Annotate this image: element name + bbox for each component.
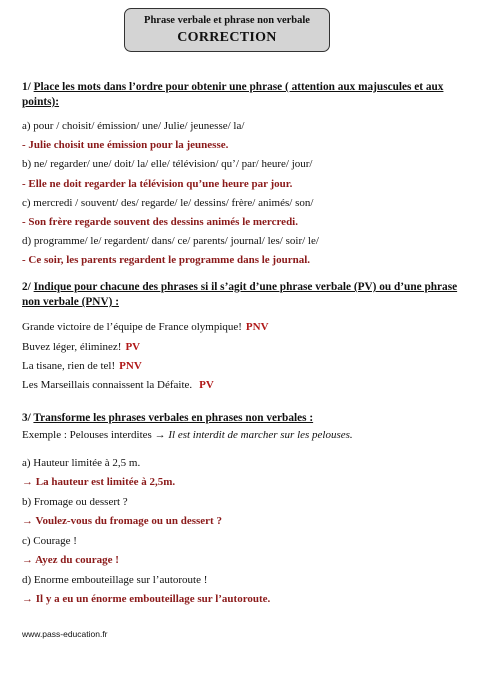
- section2-item: Buvez léger, éliminez! PV: [22, 341, 141, 353]
- section1-answer-b: - Elle ne doit regarder la télévision qu’une heure par jour.: [22, 178, 293, 190]
- section3-answer-b: → Voulez-vous du fromage ou un dessert ?: [22, 515, 222, 527]
- section2-heading: [22, 280, 462, 310]
- pnv-tag: PNV: [245, 321, 269, 333]
- section1-heading-cont: points):: [22, 96, 60, 108]
- section2-item: La tisane, rien de tel! PNV: [22, 360, 142, 372]
- section1-answer-c: - Son frère regarde souvent des dessins animés le mercredi.: [22, 216, 298, 228]
- footer-url: www.pass-education.fr: [22, 629, 108, 639]
- section1-heading: [22, 80, 462, 110]
- pnv-tag: PNV: [119, 360, 142, 372]
- section3-prompt-a: a) Hauteur limitée à 2,5 m.: [22, 457, 141, 469]
- section1-prompt-b: b) ne/ regarder/ une/ doit/ la/ elle/ télévision/ qu’/ par/ heure/ jour/: [22, 158, 313, 170]
- section1-answer-d: - Ce soir, les parents regardent le programme dans le journal.: [22, 254, 311, 266]
- section3-heading-text: Transforme les phrases verbales en phrases non verbales :: [33, 412, 314, 424]
- section3-prompt-b: b) Fromage ou dessert ?: [22, 496, 128, 508]
- section3-answer-c: → Ayez du courage !: [22, 554, 119, 566]
- section1-prompt-d: d) programme/ le/ regardent/ dans/ ce/ parents/ journal/ les/ soir/ le/: [22, 235, 319, 247]
- section3-number: 3/: [22, 412, 31, 424]
- section2-heading-cont: non verbale (PNV) :: [22, 296, 119, 308]
- header-title: CORRECTION: [177, 30, 277, 45]
- pv-tag: PV: [125, 341, 141, 353]
- section3-prompt-c: c) Courage !: [22, 535, 77, 547]
- section3-answer-d: → Il y a eu un énorme embouteillage sur l’autoroute.: [22, 593, 271, 605]
- section1-answer-a: - Julie choisit une émission pour la jeunesse.: [22, 139, 229, 151]
- section1-prompt-c: c) mercredi / souvent/ des/ regarde/ le/ dessins/ frère/ animés/ son/: [22, 197, 314, 209]
- section3-heading: [22, 411, 462, 426]
- section1-prompt-a: a) pour / choisit/ émission/ une/ Julie/ jeunesse/ la/: [22, 120, 245, 132]
- header-subtitle: Phrase verbale et phrase non verbale: [144, 15, 310, 26]
- section3-answer-a: → La hauteur est limitée à 2,5m.: [22, 476, 176, 488]
- section1-number: 1/: [22, 81, 31, 93]
- section2-item: Les Marseillais connaissent la Défaite. PV: [22, 379, 214, 391]
- example-italic: Il est interdit de marcher sur les pelouses.: [168, 429, 353, 441]
- section3-prompt-d: d) Enorme embouteillage sur l’autoroute !: [22, 574, 208, 586]
- section2-number: 2/: [22, 281, 31, 293]
- header-box: [124, 8, 330, 52]
- section1-heading-text: Place les mots dans l’ordre pour obtenir une phrase ( attention aux majuscules et aux: [33, 81, 444, 93]
- section2-heading-text: Indique pour chacune des phrases si il s’agit d’une phrase verbale (PV) ou d’une phrase: [33, 281, 458, 293]
- pv-tag: PV: [199, 379, 214, 391]
- section3-example: Exemple : Pelouses interdites → Il est interdit de marcher sur les pelouses.: [22, 429, 353, 441]
- section2-item: Grande victoire de l’équipe de France olympique! PNV: [22, 321, 269, 333]
